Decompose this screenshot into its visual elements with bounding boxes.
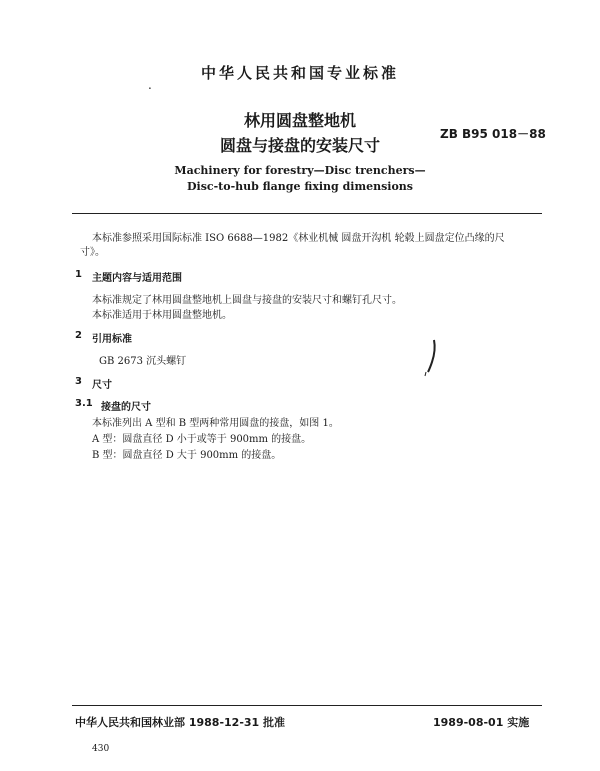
effective-date: 1989-08-01 实施 <box>433 716 530 729</box>
intro-line1: 本标准参照采用国际标准 ISO 6688—1982《林业机械 圆盘开沟机 轮毂上圆盘定位凸缘的尺 <box>92 233 505 244</box>
section-1-heading: 主题内容与适用范围 <box>92 273 182 284</box>
org-title: 中华人民共和国专业标准 <box>200 64 399 82</box>
subsection-3-1-number: 3.1 <box>75 398 93 409</box>
bottom-divider <box>72 705 542 706</box>
handwritten-mark-icon <box>420 338 450 378</box>
title-chinese-line1: 林用圆盘整地机 <box>243 111 356 130</box>
section-1-number: 1 <box>75 269 82 280</box>
stray-mark: . <box>148 78 152 92</box>
section-2-heading: 引用标准 <box>92 334 132 345</box>
approval-date: 中华人民共和国林业部 1988-12-31 批准 <box>75 716 286 729</box>
title-english-line2: Disc-to-hub flange fixing dimensions <box>187 180 413 193</box>
section-3-number: 3 <box>75 376 82 387</box>
section-1-para-1: 本标准规定了林用圆盘整地机上圆盘与接盘的安装尺寸和螺钉孔尺寸。 <box>92 295 402 306</box>
section-2-number: 2 <box>75 330 82 341</box>
subsection-3-1-para-3: B 型：圆盘直径 D 大于 900mm 的接盘。 <box>92 450 282 461</box>
subsection-3-1-heading: 接盘的尺寸 <box>101 402 151 413</box>
section-3-heading: 尺寸 <box>92 380 112 391</box>
title-chinese-line2: 圆盘与接盘的安装尺寸 <box>219 136 380 155</box>
section-1-para-2: 本标准适用于林用圆盘整地机。 <box>92 310 232 321</box>
section-2-para-1: GB 2673 沉头螺钉 <box>99 356 187 367</box>
standard-number: ZB B95 018－88 <box>440 127 546 141</box>
top-divider <box>72 213 542 214</box>
title-english-line1: Machinery for forestry—Disc trenchers— <box>174 164 426 177</box>
page-number: 430 <box>92 744 110 754</box>
subsection-3-1-para-2: A 型：圆盘直径 D 小于或等于 900mm 的接盘。 <box>92 434 312 445</box>
subsection-3-1-para-1: 本标准列出 A 型和 B 型两种常用圆盘的接盘，如图 1。 <box>92 418 339 429</box>
intro-line2: 寸》。 <box>80 247 105 258</box>
